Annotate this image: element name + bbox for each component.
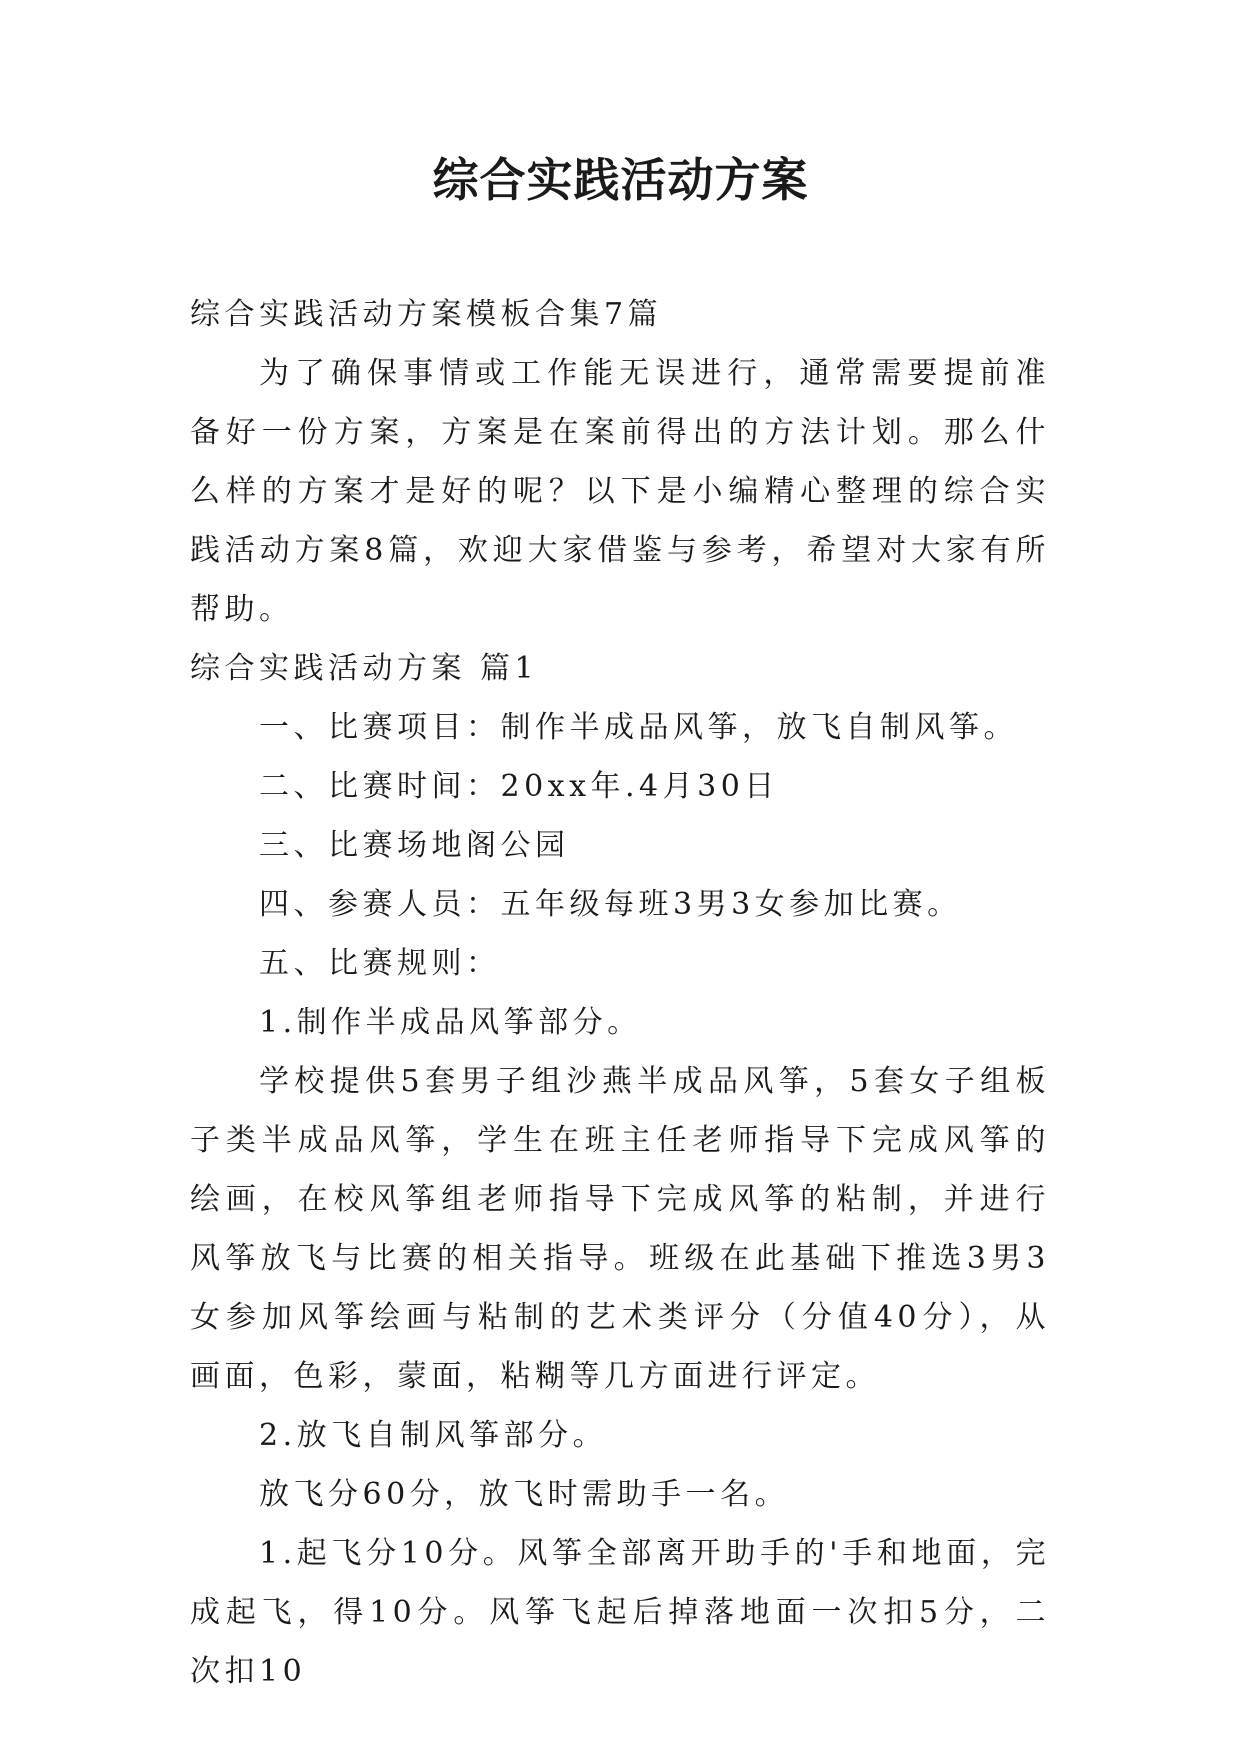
paragraph: 1.起飞分10分。风筝全部离开助手的'手和地面，完成起飞，得10分。风筝飞起后掉落地面一次扣5分，二次扣10 bbox=[190, 1536, 1050, 1689]
paragraph: 综合实践活动方案 篇1 bbox=[190, 651, 539, 686]
paragraph: 为了确保事情或工作能无误进行，通常需要提前准备好一份方案，方案是在案前得出的方法计划。那么什么样的方案才是好的呢？以下是小编精心整理的综合实践活动方案8篇，欢迎大家借鉴与参考，希望对大家有所帮助。 bbox=[190, 356, 1050, 627]
paragraph: 放飞分60分，放飞时需助手一名。 bbox=[259, 1477, 790, 1512]
paragraph: 学校提供5套男子组沙燕半成品风筝，5套女子组板子类半成品风筝，学生在班主任老师指导下完成风筝的绘画，在校风筝组老师指导下完成风筝的粘制，并进行风筝放飞与比赛的相关指导。班级在此基础下推选3男3女参加风筝绘画与粘制的艺术类评分（分值40分），从画面，色彩，蒙面，粘糊等几方面进行评定。 bbox=[190, 1064, 1050, 1394]
paragraph: 二、比赛时间：20xx年.4月30日 bbox=[259, 769, 779, 804]
document-title: 综合实践活动方案 bbox=[432, 153, 809, 207]
paragraph: 四、参赛人员：五年级每班3男3女参加比赛。 bbox=[259, 887, 962, 922]
paragraph: 2.放飞自制风筝部分。 bbox=[259, 1418, 608, 1453]
paragraph: 三、比赛场地阁公园 bbox=[259, 828, 570, 863]
document-body bbox=[190, 285, 1050, 1701]
paragraph: 五、比赛规则： bbox=[259, 946, 501, 981]
paragraph: 一、比赛项目：制作半成品风筝，放飞自制风筝。 bbox=[259, 710, 1018, 745]
paragraph: 综合实践活动方案模板合集7篇 bbox=[190, 297, 663, 332]
paragraph: 1.制作半成品风筝部分。 bbox=[259, 1005, 642, 1040]
